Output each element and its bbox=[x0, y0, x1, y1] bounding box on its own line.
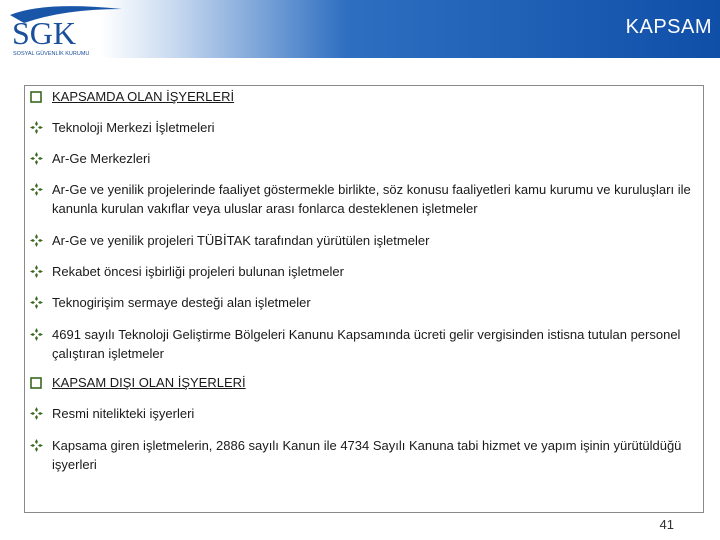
list-item bbox=[30, 231, 698, 250]
list-item-text: Ar-Ge ve yenilik projelerinde faaliyet göstermekle birlikte, söz konusu faaliyetleri kamu kurumu ve kuruluşları ile kanunla kurulan vakıflar veya uluslar arası fonlarca desteklenen işletmeler bbox=[52, 182, 691, 216]
list-item-text: Kapsama giren işletmelerin, 2886 sayılı Kanun ile 4734 Sayılı Kanuna tabi hizmet ve yapım işinin yürütüldüğü işyerleri bbox=[52, 438, 682, 472]
checkbox-square-bullet-icon bbox=[30, 373, 52, 392]
section-heading-text: KAPSAM DIŞI OLAN İŞYERLERİ bbox=[52, 375, 246, 390]
list-item-text: Ar-Ge Merkezleri bbox=[52, 151, 151, 166]
list-item-text: Resmi nitelikteki işyerleri bbox=[52, 406, 195, 421]
diamond-bullet-icon bbox=[30, 293, 52, 312]
svg-text:SGK: SGK bbox=[12, 15, 77, 51]
list-item bbox=[30, 404, 698, 423]
list-item bbox=[30, 436, 698, 474]
section-heading-kapsam-disi bbox=[30, 373, 698, 392]
list-item bbox=[30, 262, 698, 281]
diamond-bullet-icon bbox=[30, 404, 52, 423]
list-item bbox=[30, 149, 698, 168]
svg-text:SOSYAL GÜVENLİK KURUMU: SOSYAL GÜVENLİK KURUMU bbox=[13, 51, 90, 57]
page-number: 41 bbox=[659, 517, 674, 532]
diamond-bullet-icon bbox=[30, 180, 52, 199]
diamond-bullet-icon bbox=[30, 262, 52, 281]
sgk-logo bbox=[4, 3, 136, 57]
checkbox-square-bullet-icon bbox=[30, 87, 52, 106]
list-item-text: 4691 sayılı Teknoloji Geliştirme Bölgeleri Kanunu Kapsamında ücreti gelir vergisinden istisna tutulan personel çalıştıran işletmeler bbox=[52, 327, 681, 361]
list-item-text: Teknogirişim sermaye desteği alan işletmeler bbox=[52, 295, 311, 310]
diamond-bullet-icon bbox=[30, 149, 52, 168]
diamond-bullet-icon bbox=[30, 325, 52, 344]
list-item bbox=[30, 180, 698, 218]
diamond-bullet-icon bbox=[30, 118, 52, 137]
list-item-text: Ar-Ge ve yenilik projeleri TÜBİTAK tarafından yürütülen işletmeler bbox=[52, 233, 430, 248]
list-item bbox=[30, 293, 698, 312]
list-item bbox=[30, 118, 698, 137]
list-item-text: Teknoloji Merkezi İşletmeleri bbox=[52, 120, 215, 135]
section-heading-kapsamda bbox=[30, 87, 698, 106]
slide-title: KAPSAM bbox=[625, 16, 712, 38]
diamond-bullet-icon bbox=[30, 436, 52, 455]
diamond-bullet-icon bbox=[30, 231, 52, 250]
list-item-text: Rekabet öncesi işbirliği projeleri bulunan işletmeler bbox=[52, 264, 344, 279]
list-item bbox=[30, 325, 698, 363]
section-heading-text: KAPSAMDA OLAN İŞYERLERİ bbox=[52, 89, 235, 104]
slide-header bbox=[0, 0, 720, 58]
